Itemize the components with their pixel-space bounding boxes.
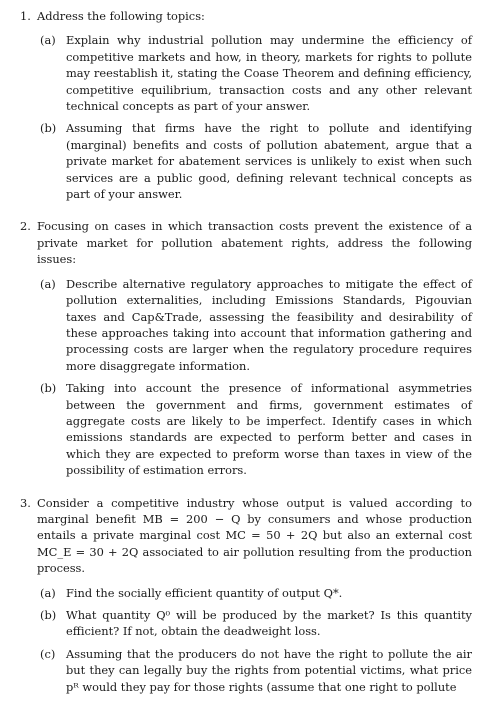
question-intro: Focusing on cases in which transaction costs prevent the existence of a private market for pollution abatement rights, address the following issues: (37, 219, 472, 267)
question-parts (37, 585, 472, 695)
question-intro: Consider a competitive industry whose output is valued according to marginal benefit MB = 200 − Q by consumers and whose production entails a private marginal cost MC = 50 + 2Q but also an external cost MC_E = 30 + 2Q associated to air pollution resulting from the production process. (37, 495, 472, 576)
question-parts (37, 276, 472, 479)
question-number: 2. (20, 219, 31, 234)
question-part (37, 607, 472, 640)
question-2 (20, 218, 472, 484)
part-text: Taking into account the presence of informational asymmetries between the government and firms, government estimates of aggregate costs are likely to be imperfect. Identify cases in which emissions standards are expected to perform better and cases in which they are expected to preform worse than taxes in view of the possibility of estimation errors. (66, 381, 472, 478)
question-part (37, 32, 472, 114)
question-part (37, 276, 472, 374)
question-part (37, 585, 472, 601)
question-body (37, 8, 472, 208)
part-label: (b) (40, 121, 57, 136)
question-number: 1. (20, 9, 31, 23)
question-part (37, 380, 472, 478)
question-1 (20, 8, 472, 208)
question-number: 3. (20, 495, 31, 510)
part-label: (a) (40, 585, 56, 600)
part-label: (c) (40, 646, 56, 661)
part-text: Find the socially efficient quantity of output Q*. (66, 585, 343, 600)
question-body (37, 218, 472, 484)
part-text: What quantity Q⁰ will be produced by the market? Is this quantity efficient? If not, obtain the deadweight loss. (66, 608, 472, 639)
part-text: Describe alternative regulatory approaches to mitigate the effect of pollution externalities, including Emissions Standards, Pigouvian taxes and Cap&Trade, assessing the feasibility and desirability of these approaches taking into account that information gathering and processing costs are larger when the regulatory procedure requires more disaggregate information. (66, 276, 472, 373)
question-intro: Address the following topics: (37, 9, 205, 23)
part-text: Assuming that the producers do not have the right to pollute the air but they can legally buy the rights from potential victims, what price pᴿ would they pay for those rights (assume that one right to pollute (66, 646, 472, 694)
question-parts (37, 32, 472, 202)
part-label: (a) (40, 276, 56, 291)
part-label: (b) (40, 381, 57, 396)
question-3 (20, 495, 472, 701)
question-part (37, 120, 472, 202)
question-body (37, 495, 472, 701)
part-label: (a) (40, 33, 56, 48)
part-text: Explain why industrial pollution may undermine the efficiency of competitive markets and how, in theory, markets for rights to pollute may reestablish it, stating the Coase Theorem and defining efficiency, competitive equilibrium, transaction costs and any other relevant technical concepts as part of your answer. (66, 33, 472, 114)
part-text: Assuming that firms have the right to pollute and identifying (marginal) benefits and costs of pollution abatement, argue that a private market for abatement services is unlikely to exist when such services are a public good, defining relevant technical concepts as part of your answer. (66, 121, 472, 202)
part-label: (b) (40, 608, 57, 622)
